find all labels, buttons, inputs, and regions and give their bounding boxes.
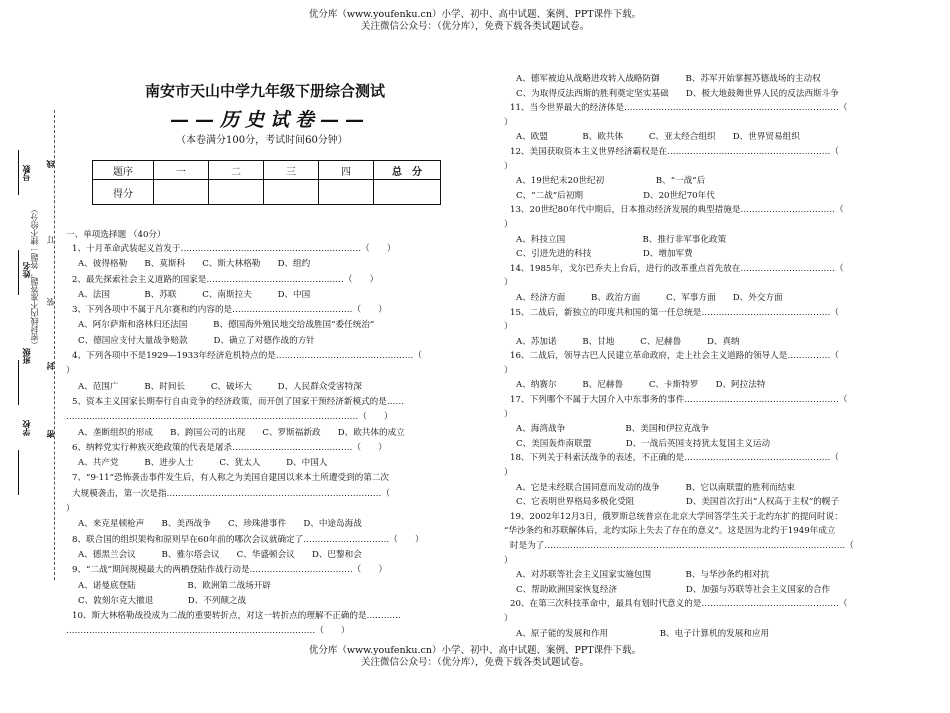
answer-options: C、帮助欧洲国家恢复经济 D、加强与苏联等社会主义国家的合作 [516, 584, 831, 595]
answer-options: A、范围广 B、时间长 C、破坏大 D、人民群众受害特深 [78, 381, 362, 392]
score-cell[interactable] [319, 180, 374, 205]
question-line: 2、最先探索社会主义道路的国家是…………………………………………（ ） [72, 274, 379, 285]
footer-line-2: 关注微信公众号：（优分库），免费下载各类试题试卷。 [360, 657, 589, 668]
answer-options: C、德国应支付大量战争赔款 D、确立了对德作战的方针 [78, 335, 315, 346]
question-line: …………………………………………………………………………………………（ ） [66, 412, 393, 423]
question-line: ） [504, 409, 513, 420]
answer-options: A、来克星顿枪声 B、美西战争 C、珍珠港事件 D、中途岛海战 [78, 519, 362, 530]
score-cell[interactable] [264, 180, 319, 205]
question-line: 9、“二战”期间规模最大的两栖登陆作战行动是………………………………（ ） [72, 565, 388, 576]
question-line: 14、1985年，戈尔巴乔夫上台后，进行的改革重点首先放在……………………………（ [510, 263, 844, 274]
question-line: 19、2002年12月3日，俄罗斯总统普京在北京大学回答学生关于北约东扩的提问时说： [510, 511, 843, 522]
question-line: 大规模袭击，第一次是指…………………………………………………………………（ [72, 488, 390, 499]
answer-options: A、海湾战争 B、美国和伊拉克战争 [516, 424, 709, 435]
score-header-cell: 一 [154, 161, 209, 180]
exam-subject: ——历史试卷—— [170, 109, 371, 131]
answer-options: A、阿尔萨斯和洛林归还法国 B、德国海外殖民地交给战胜国“委任统治” [78, 320, 375, 331]
score-cell[interactable] [154, 180, 209, 205]
question-line: ） [504, 322, 513, 333]
question-line: ） [504, 278, 513, 289]
score-header-cell: 四 [319, 161, 374, 180]
question-line: ） [504, 613, 513, 624]
question-line: 20、在第三次科技革命中，最具有划时代意义的是…………………………………………（ [510, 599, 848, 610]
question-line: 16、二战后，领导古巴人民建立革命政府，走上社会主义道路的领导人是……………（ [510, 351, 839, 362]
answer-options: A、科技立国 B、推行非军事化政策 [516, 234, 727, 245]
seal-warning: （密封线内不准答题，答题一律不给分） [30, 205, 39, 349]
question-line: 4、下列各项中不是1929—1933年经济危机特点的是…………………………………………（ [72, 351, 422, 362]
seal-word: 密 [45, 430, 55, 438]
score-table [92, 160, 441, 205]
question-line: 6、纳粹党实行种族灭绝政策的代表是屠杀……………………………………（ ） [72, 442, 387, 453]
exam-title: 南安市天山中学九年级下册综合测试 [145, 82, 386, 100]
school-label: 学校 [21, 420, 31, 436]
line-word: 线 [45, 160, 55, 168]
question-line: 18、下列关于科索沃战争的表述，不正确的是……………………………………………（ [510, 453, 839, 464]
zhuang-word: 装 [46, 298, 55, 306]
right-column [504, 72, 894, 641]
ding-word: 订 [46, 236, 55, 244]
question-line: 5、资本主义国家长期奉行自由竞争的经济政策，而开创了国家干预经济新模式的是…… [72, 396, 405, 407]
question-line: 17、下列哪个不属于大国介入中东事务的事件………………………………………………（ [510, 395, 848, 406]
question-line: 11、当今世界最大的经济体是…………………………………………………………………（ [510, 103, 848, 114]
answer-options: A、苏加诺 B、甘地 C、尼赫鲁 D、真纳 [516, 336, 740, 347]
answer-options: A、19世纪末20世纪初 B、“一战”后 [516, 176, 706, 187]
score-cell[interactable] [374, 180, 441, 205]
answer-options: A、欧盟 B、欧共体 C、亚太经合组织 D、世界贸易组织 [516, 132, 800, 143]
score-table-header-row [93, 161, 441, 180]
question-line: ） [66, 504, 75, 515]
question-line: ） [66, 366, 75, 377]
question-line: 时是为了……………………………………………………………………………………………（ [510, 541, 854, 551]
seal-line [54, 110, 55, 580]
score-table-row [93, 180, 441, 205]
answer-options: A、对苏联等社会主义国家实施包围 B、与华沙条约相对抗 [516, 570, 770, 581]
question-line: 13、20世纪80年代中期后，日本推动经济发展的典型措施是……………………………（ [510, 205, 844, 216]
score-header-cell: 题序 [93, 161, 154, 180]
question-line: 3、下列各项中不属于凡尔赛和约内容的是……………………………………（ ） [72, 305, 387, 316]
answer-options: A、德黑兰会议 B、雅尔塔会议 C、华盛顿会议 D、巴黎和会 [78, 549, 362, 560]
question-line: ） [504, 468, 513, 479]
question-line: 10、斯大林格勒战役成为二战的重要转折点，对这一转折点的理解不正确的是………… [72, 611, 401, 622]
answer-options: A、诺曼底登陆 B、欧洲第二战场开辟 [78, 580, 271, 591]
question-line: 1、十月革命武装起义首发于………………………………………………………（ ） [72, 244, 396, 254]
question-line: ） [504, 555, 513, 566]
score-row-label: 得分 [93, 180, 154, 205]
answer-options: A、法国 B、苏联 C、南斯拉夫 D、中国 [78, 289, 311, 300]
answer-options: A、经济方面 B、政治方面 C、军事方面 D、外交方面 [516, 292, 783, 303]
answer-options: A、共产党 B、进步人士 C、犹太人 D、中国人 [78, 458, 328, 469]
footer-line-1: 优分库（www.youfenku.cn）小学、初中、高中试题、案例、PPT课件下载。 [308, 645, 642, 656]
seal-word-2: 封 [45, 362, 55, 370]
question-line: 8、联合国的组织架构和原则早在60年前的哪次会议就确定了…………………………（ ） [72, 534, 424, 545]
left-column [66, 242, 466, 640]
header-line-2: 关注微信公众号：（优分库），免费下载各类试题试卷。 [360, 21, 589, 32]
name-underline [18, 250, 19, 295]
question-line: 7、“9·11”恐怖袭击事件发生后，有人称之为美国自建国以来本土所遭受到的第二次 [72, 473, 389, 484]
answer-options: A、彼得格勒 B、莫斯科 C、斯大林格勒 D、组约 [78, 259, 311, 270]
name-label: 姓名 [21, 262, 31, 278]
question-line: ） [504, 117, 513, 128]
answer-options: C、美国轰炸南联盟 D、一战后英国支持犹太复国主义运动 [516, 438, 771, 449]
answer-options: A、德军被迫从战略进攻转入战略防御 B、苏军开始掌握苏德战场的主动权 [516, 74, 821, 84]
question-line: 15、二战后，新独立的印度共和国的第一任总统是………………………………………（ [510, 307, 839, 318]
question-line: 12、美国获取资本主义世界经济霸权是在…………………………………………………（ [510, 146, 839, 157]
answer-options: A、原子能的发展和作用 B、电子计算机的发展和应用 [516, 628, 770, 639]
school-underline [18, 450, 19, 495]
answer-options: C、为取得反法西斯的胜利奠定坚实基础 D、极大地鼓舞世界人民的反法西斯斗争 [516, 88, 839, 99]
score-cell[interactable] [209, 180, 264, 205]
answer-options: A、纳赛尔 B、尼赫鲁 C、卡斯特罗 D、阿拉法特 [516, 380, 766, 391]
answer-options: C、引进先进的科技 D、增加军费 [516, 249, 693, 260]
class-label: 班级 [21, 348, 31, 364]
score-header-cell: 三 [264, 161, 319, 180]
score-header-cell: 总 分 [374, 161, 441, 180]
question-line: ） [504, 219, 513, 230]
question-line: ） [504, 161, 513, 172]
class-underline [18, 360, 19, 405]
answer-options: C、它表明世界格局多极化受阻 D、美国首次打出“人权高于主权”的幌子 [516, 497, 840, 508]
question-line: “华沙条约和苏联解体后，北约实际上失去了存在的意义”。这是因为北约于1949年成立 [504, 526, 836, 537]
answer-options: A、垄断组织的形成 B、跨国公司的出现 C、罗斯福新政 D、欧共体的成立 [78, 427, 405, 438]
question-line: ……………………………………………………………………………（ ） [66, 626, 350, 637]
section-heading: 一、单项选择题 （40分） [66, 230, 166, 240]
score-header-cell: 二 [209, 161, 264, 180]
exam-no-underline [18, 150, 19, 195]
exam-info: （本卷满分100分，考试时间60分钟） [176, 135, 348, 146]
answer-options: C、“二战”后初期 D、20世纪70年代 [516, 190, 715, 201]
question-line: ） [504, 365, 513, 376]
answer-options: A、它是未经联合国同意而发动的战争 B、它以南联盟的胜利而结束 [516, 482, 795, 493]
header-line-1: 优分库（www.youfenku.cn）小学、初中、高中试题、案例、PPT课件下载。 [308, 9, 642, 20]
exam-no-label: 号数 [21, 165, 31, 181]
answer-options: C、敦刻尔克大撤退 D、不列颠之战 [78, 595, 247, 606]
